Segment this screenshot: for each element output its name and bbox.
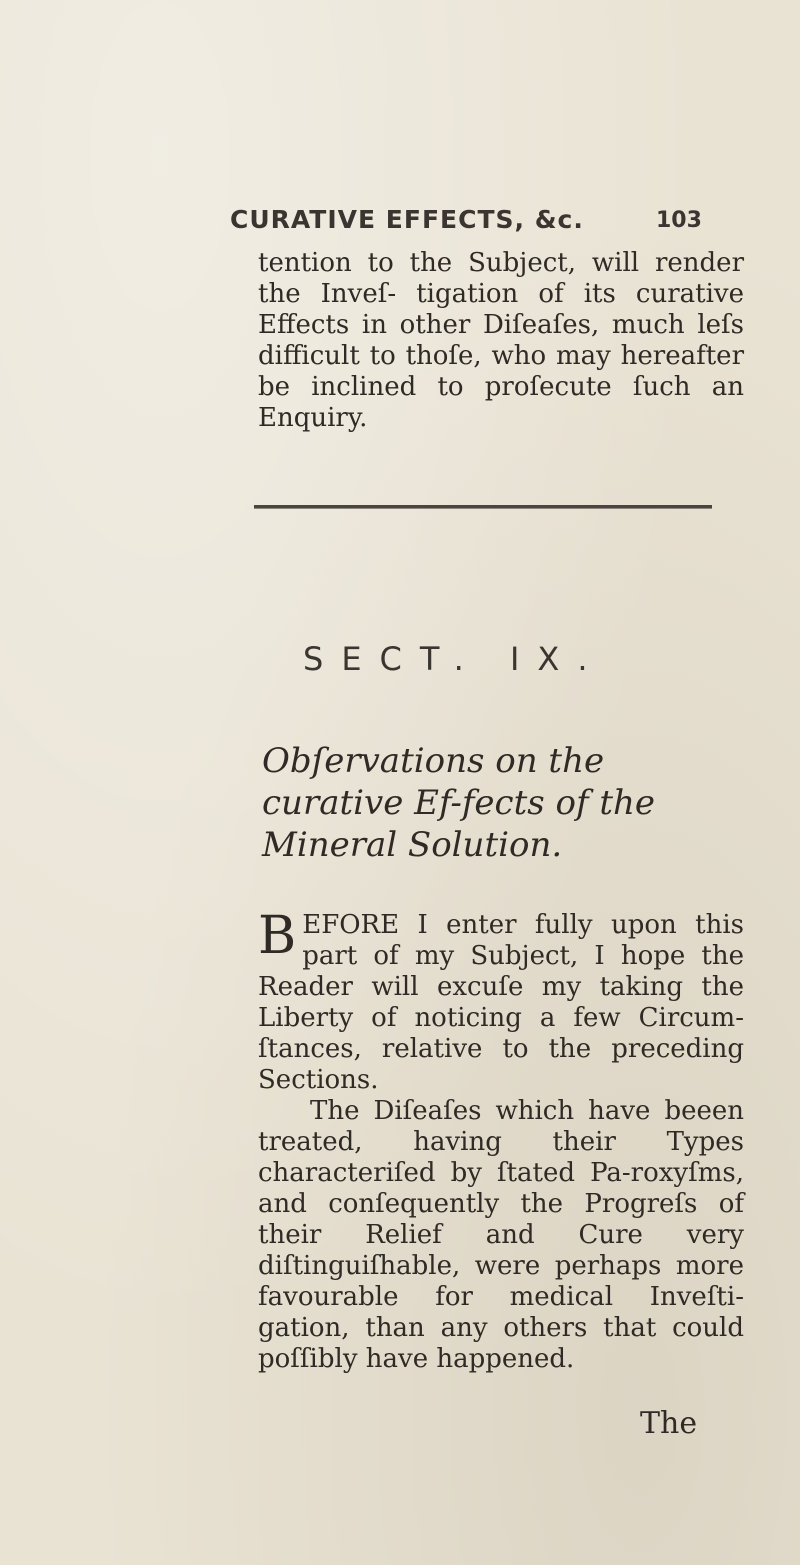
paragraph-continuation: tention to the Subject, will render the Inveſ- tigation of its curative Effects in other Diſeaſes, much leſs difficult to thoſe, who may hereafter be inclined to proſecute ſuch an Enquiry. [258, 248, 744, 433]
drop-cap: B [258, 906, 297, 966]
page-number: 103 [656, 208, 702, 233]
section-title: Obſervations on the curative Ef-fects of the Mineral Solution. [262, 741, 656, 865]
section-heading: SECT. IX. [303, 640, 606, 678]
section-divider-rule [254, 505, 712, 509]
paragraph-opening [258, 906, 744, 1096]
paragraph-opening-text: EFORE I enter fully upon this part of my Subject, I hope the Reader will excuſe my taking the Liberty of noticing a few Circum-ſtances, relative to the preceding Sections. [258, 910, 744, 1095]
paragraph-diseases: The Diſeaſes which have beeen treated, having their Types characteriſed by ſtated Pa-roxyſms, and conſequently the Progreſs of their Relief and Cure very diſtinguiſhable, were perhaps more favourable for medical Inveſti-gation, than any others that could poſſibly have happened. [258, 1096, 744, 1374]
running-head: CURATIVE EFFECTS, &c. [230, 205, 584, 234]
catchword: The [640, 1406, 698, 1441]
